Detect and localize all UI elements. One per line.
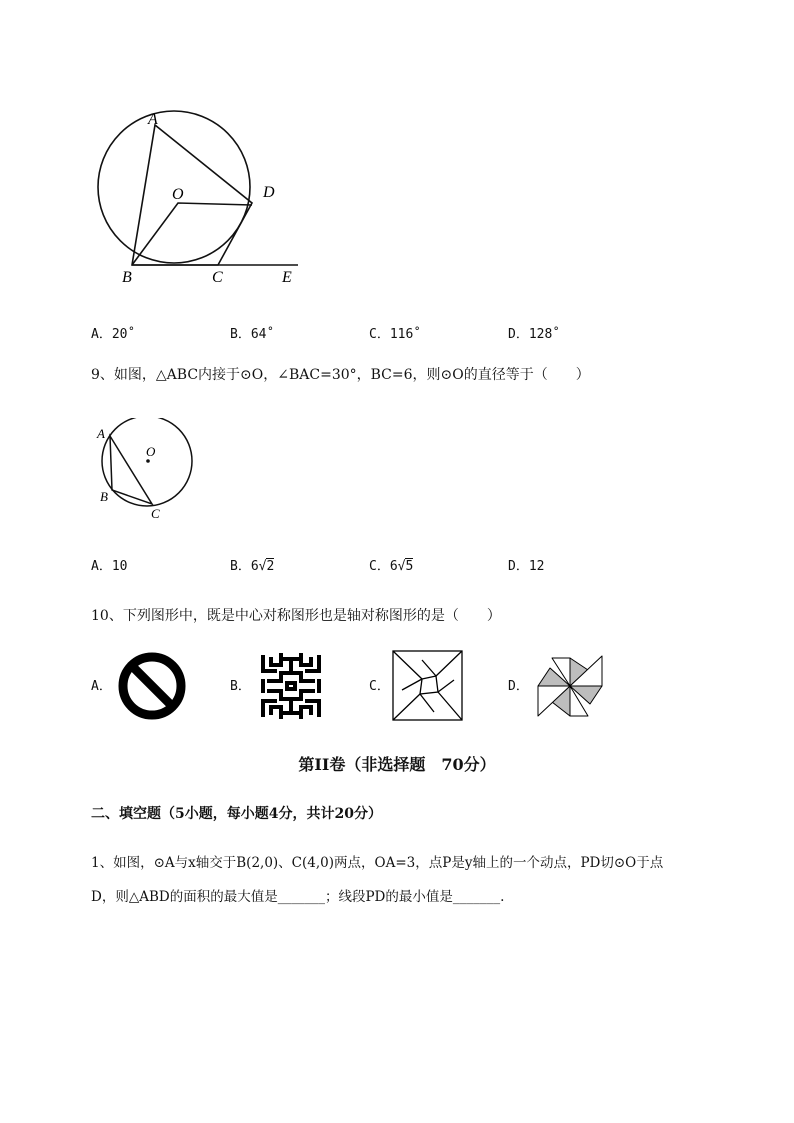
q8-label-d: D: [263, 184, 275, 201]
q8-option-b: [230, 326, 274, 344]
option-letter: A．: [91, 559, 112, 574]
option-letter: D．: [508, 327, 529, 342]
q10-option-c-letter: C．: [369, 679, 390, 694]
option-letter: D．: [508, 559, 529, 574]
section-heading: 二、填空题（5小题，每小题4分，共计20分）: [91, 806, 382, 822]
square-pinwheel-icon: [392, 650, 464, 722]
q10-option-d-letter: D．: [508, 679, 529, 694]
option-value: 10: [111, 559, 128, 574]
option-value: 64˚: [250, 327, 275, 342]
section-title: 第II卷（非选择题 70分）: [298, 755, 496, 774]
option-letter: C．: [369, 559, 390, 574]
q9-option-d: [508, 558, 544, 576]
fill1-line2: D，则△ABD的面积的最大值是_______；线段PD的最小值是_______.: [91, 889, 505, 905]
q9-stem: 9、如图，△ABC内接于⊙O，∠BAC=30°，BC=6，则⊙O的直径等于（ ）: [91, 367, 590, 383]
q8-label-e: E: [282, 269, 292, 286]
q8-label-c: C: [212, 269, 223, 286]
q9-option-b: [230, 558, 274, 576]
q8-option-a: [91, 326, 135, 344]
option-letter: B．: [230, 559, 251, 574]
q9-option-c: [369, 558, 413, 576]
option-letter: A．: [91, 327, 112, 342]
option-value: 6: [250, 559, 259, 574]
sqrt-radicand: 5: [405, 559, 414, 574]
q10-stem: 10、下列图形中，既是中心对称图形也是轴对称图形的是（ ）: [91, 608, 501, 624]
option-value: 128˚: [528, 327, 561, 342]
q8-option-d: [508, 326, 560, 344]
q8-label-b: B: [122, 269, 132, 286]
q9-label-o: O: [146, 444, 156, 459]
option-value: 20˚: [111, 327, 136, 342]
q9-option-a: [91, 558, 127, 576]
q9-center-dot: [146, 459, 150, 463]
option-value: 12: [528, 559, 545, 574]
option-value: 116˚: [389, 327, 422, 342]
q9-label-b: B: [100, 489, 108, 504]
q8-quadrilateral: [132, 125, 252, 265]
fill1-line1: 1、如图，⊙A与x轴交于B(2,0)、C(4,0)两点，OA=3，点P是y轴上的一个动点，PD切⊙O于点: [91, 855, 664, 871]
q8-label-a: A: [148, 111, 158, 128]
sqrt-sign: √: [397, 559, 406, 574]
q9-label-c: C: [151, 506, 160, 521]
q9-circle-figure: [90, 418, 200, 526]
option-value: 6: [389, 559, 398, 574]
meander-pattern-icon: [259, 653, 323, 719]
q10-option-a-letter: A．: [91, 679, 112, 694]
option-letter: B．: [230, 327, 251, 342]
pinwheel-icon: [536, 654, 604, 718]
q8-option-c: [369, 326, 421, 344]
prohibition-sign-icon: [117, 651, 187, 721]
q8-label-o: O: [172, 186, 184, 203]
option-letter: C．: [369, 327, 390, 342]
sqrt-sign: √: [258, 559, 267, 574]
q10-option-b-letter: B．: [230, 679, 251, 694]
q9-label-a: A: [97, 426, 105, 441]
q8-circle-figure: [90, 105, 310, 290]
sqrt-radicand: 2: [266, 559, 275, 574]
